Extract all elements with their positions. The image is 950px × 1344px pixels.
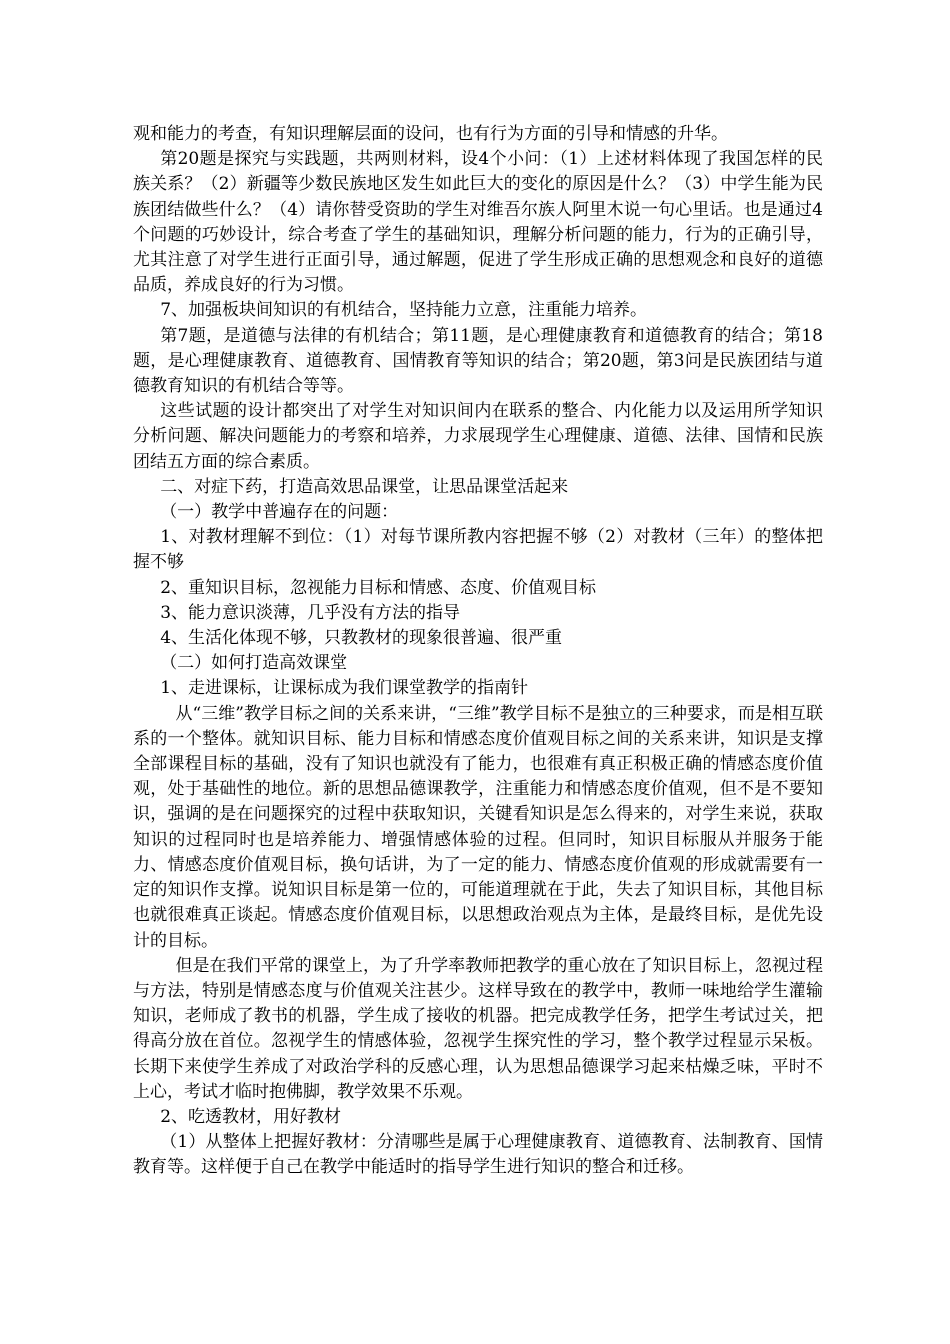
point-heading-2: 2、吃透教材，用好教材 [160,1106,342,1127]
paragraph-5: 这些试题的设计都突出了对学生对知识间内在联系的整合、内化能力以及运用所学知识分析问题、解决问题能力的考察和培养，力求展现学生心理健康、道德、法律、国情和民族团结五方面的综合素质。 [133,401,823,472]
paragraph-3: 7、加强板块间知识的有机结合，坚持能力立意，注重能力培养。 [160,300,648,321]
paragraph-2: 第20题是探究与实践题，共两则材料，设4个小问：（1）上述材料体现了我国怎样的民族关系？（2）新疆等少数民族地区发生如此巨大的变化的原因是什么？（3）中学生能为民族团结做些什么？（4）请你替受资助的学生对维吾尔族人阿里木说一句心里话。也是通过4个问题的巧妙设计，综合考查了学生的基础知识，理解分析问题的能力，行为的正确引导，尤其注意了对学生进行正面引导，通过解题，促进了学生形成正确的思想观念和良好的道德品质，养成良好的行为习惯。 [133,149,823,296]
paragraph-4: 第7题，是道德与法律的有机结合；第11题，是心理健康教育和道德教育的结合；第18题，是心理健康教育、道德教育、国情教育等知识的结合；第20题，第3问是民族团结与道德教育知识的有机结合等等。 [133,325,823,397]
list-item-1: 1、对教材理解不到位：（1）对每节课所教内容把握不够（2）对教材（三年）的整体把握不够 [133,527,823,573]
paragraph-1: 观和能力的考查，有知识理解层面的设问，也有行为方面的引导和情感的升华。 [133,124,728,144]
document-page [133,122,823,1181]
subsection-heading-1: （一）教学中普遍存在的问题： [160,502,399,523]
list-item-4: 4、生活化体现不够，只教教材的现象很普遍、很严重 [160,628,563,649]
subsection-heading-2: （二）如何打造高效课堂 [160,653,348,674]
paragraph-classroom-reality: 但是在我们平常的课堂上，为了升学率教师把教学的重心放在了知识目标上，忽视过程与方法，特别是情感态度与价值观关注甚少。这样导致在的教学中，教师一味地给学生灌输知识，老师成了教书的机器，学生成了接收的机器。把完成教学任务，把学生考试过关，把得高分放在首位。忽视学生的情感体验，忽视学生探究性的学习，整个教学过程显示呆板。长期下来使学生养成了对政治学科的反感心理，认为思想品德课学习起来枯燥乏味，平时不上心，考试才临时抱佛脚，教学效果不乐观。 [133,955,823,1102]
list-item-3: 3、能力意识淡薄，几乎没有方法的指导 [160,602,461,623]
section-heading-2: 二、对症下药，打造高效思品课堂，让思品课堂活起来 [160,476,569,497]
list-item-2: 2、重知识目标，忽视能力目标和情感、态度、价值观目标 [160,577,597,598]
paragraph-textbook-overall: （1）从整体上把握好教材：分清哪些是属于心理健康教育、道德教育、法制教育、国情教育等。这样便于自己在教学中能适时的指导学生进行知识的整合和迁移。 [133,1132,823,1178]
point-heading-1: 1、走进课标，让课标成为我们课堂教学的指南针 [160,678,529,699]
paragraph-three-dimensions: 从“三维”教学目标之间的关系来讲，“三维”教学目标不是独立的三种要求，而是相互联系的一个整体。就知识目标、能力目标和情感态度价值观目标之间的关系来讲，知识是支撑全部课程目标的基础，没有了知识也就没有了能力，也很难有真正积极正确的情感态度价值观，处于基础性的地位。新的思想品德课教学，注重能力和情感态度价值观，但不是不要知识，强调的是在问题探究的过程中获取知识，关键看知识是怎么得来的，对学生来说，获取知识的过程同时也是培养能力、增强情感体验的过程。但同时，知识目标服从并服务于能力、情感态度价值观目标，换句话讲，为了一定的能力、情感态度价值观的形成就需要有一定的知识作支撑。说知识目标是第一位的，可能道理就在于此，失去了知识目标，其他目标也就很难真正谈起。情感态度价值观目标，以思想政治观点为主体，是最终目标，是优先设计的目标。 [133,703,823,951]
